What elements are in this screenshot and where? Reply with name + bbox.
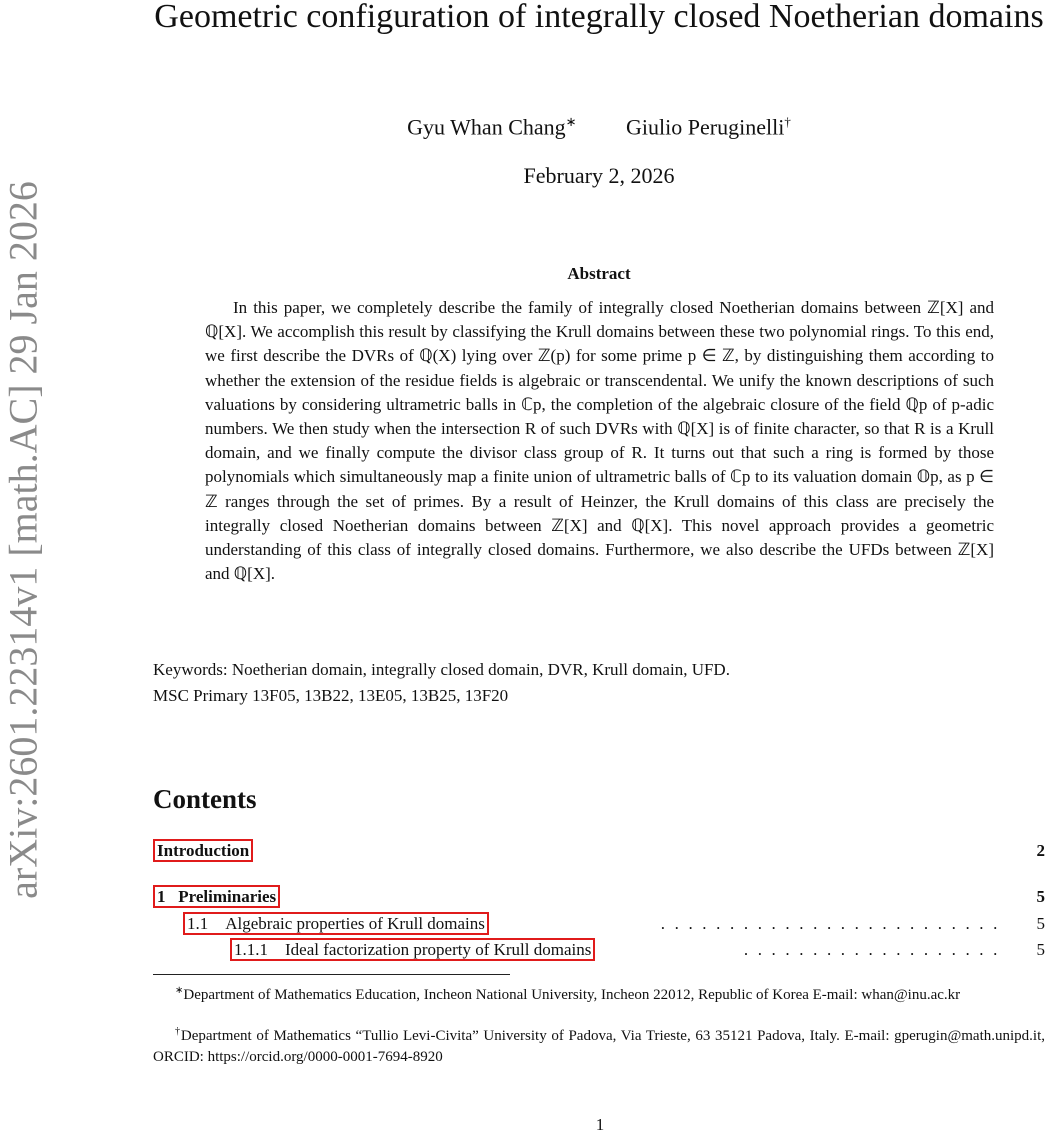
footnote-text: Department of Mathematics Education, Incheon National University, Incheon 22012, Republic of Korea E-mail: whan@inu.ac.kr bbox=[183, 987, 960, 1003]
toc-entry-1-1-1 bbox=[153, 940, 1045, 964]
footnote-mark: † bbox=[175, 1026, 181, 1037]
toc-page-number: 2 bbox=[1037, 841, 1045, 861]
footnote-2 bbox=[153, 1021, 1045, 1068]
paper-date: February 2, 2026 bbox=[153, 163, 1045, 189]
page-number: 1 bbox=[0, 1115, 1045, 1135]
toc-number: 1.1 bbox=[187, 914, 208, 933]
toc-page-number: 5 bbox=[1037, 887, 1045, 907]
author-footnote-mark[interactable]: ∗ bbox=[566, 114, 577, 129]
toc-page-number: 5 bbox=[1037, 914, 1045, 934]
toc-link-1-1-1[interactable] bbox=[230, 938, 595, 961]
toc-link-1-1[interactable] bbox=[183, 912, 489, 935]
footnote-1 bbox=[153, 980, 1045, 1006]
toc-label: Algebraic properties of Krull domains bbox=[225, 914, 485, 933]
msc-line: MSC Primary 13F05, 13B22, 13E05, 13B25, 13F20 bbox=[153, 686, 508, 706]
arxiv-identifier[interactable]: arXiv:2601.22314v1 [math.AC] 29 Jan 2026 bbox=[0, 181, 47, 899]
toc-link-introduction[interactable] bbox=[153, 839, 253, 862]
author-name: Giulio Peruginelli bbox=[626, 114, 784, 139]
toc-number: 1.1.1 bbox=[234, 940, 268, 959]
toc-label: Preliminaries bbox=[178, 887, 276, 906]
toc-entry-introduction bbox=[153, 841, 1045, 865]
toc-dot-leader: ................... bbox=[723, 940, 1007, 960]
paper-title: Geometric configuration of integrally closed Noetherian domains bbox=[153, 0, 1045, 40]
toc-page-number: 5 bbox=[1037, 940, 1045, 960]
footnote-rule bbox=[153, 974, 510, 975]
author-footnote-mark[interactable]: † bbox=[784, 114, 791, 129]
toc-number: 1 bbox=[157, 887, 166, 906]
author-list bbox=[153, 114, 1045, 140]
author-name: Gyu Whan Chang bbox=[407, 114, 565, 139]
keywords-line: Keywords: Noetherian domain, integrally closed domain, DVR, Krull domain, UFD. bbox=[153, 660, 730, 680]
toc-entry-preliminaries bbox=[153, 887, 1045, 911]
abstract-heading: Abstract bbox=[153, 264, 1045, 284]
toc-entry-1-1 bbox=[153, 914, 1045, 938]
toc-link-preliminaries[interactable] bbox=[153, 885, 280, 908]
author-2 bbox=[626, 114, 791, 140]
toc-label: Ideal factorization property of Krull domains bbox=[285, 940, 591, 959]
footnote-mark: ∗ bbox=[175, 985, 183, 996]
author-1 bbox=[407, 114, 576, 140]
arxiv-side-stamp bbox=[0, 150, 46, 930]
toc-label: Introduction bbox=[157, 841, 249, 860]
footnote-text: Department of Mathematics “Tullio Levi-Civita” University of Padova, Via Trieste, 63 35121 Padova, Italy. E-mail: gperugin@math.unipd.it, ORCID: https://orcid.org/0000-0001-7694-8920 bbox=[153, 1028, 1045, 1065]
abstract-body: In this paper, we completely describe the family of integrally closed Noetherian domains between ℤ[X] and ℚ[X]. We accomplish this result by classifying the Krull domains between these two polynomial rings. To this end, we first describe the DVRs of ℚ(X) lying over ℤ(p) for some prime p ∈ ℤ, by distinguishing them according to whether the extension of the residue fields is algebraic or transcendental. We unify the known descriptions of such valuations by considering ultrametric balls in ℂp, the completion of the algebraic closure of the field ℚp of p-adic numbers. We then study when the intersection R of such DVRs with ℚ[X] is of finite character, so that R is a Krull domain, and we finally compute the divisor class group of R. It turns out that such a ring is formed by those polynomials which simultaneously map a finite union of ultrametric balls of ℂp to its valuation domain 𝕆p, as p ∈ ℤ ranges through the set of primes. By a result of Heinzer, the Krull domains of this class are precisely the integrally closed Noetherian domains between ℤ[X] and ℚ[X]. This novel approach provides a geometric understanding of this class of integrally closed domains. Furthermore, we also describe the UFDs between ℤ[X] and ℚ[X]. bbox=[205, 296, 994, 586]
contents-heading: Contents bbox=[153, 784, 257, 815]
toc-dot-leader: ......................... bbox=[593, 914, 1007, 934]
